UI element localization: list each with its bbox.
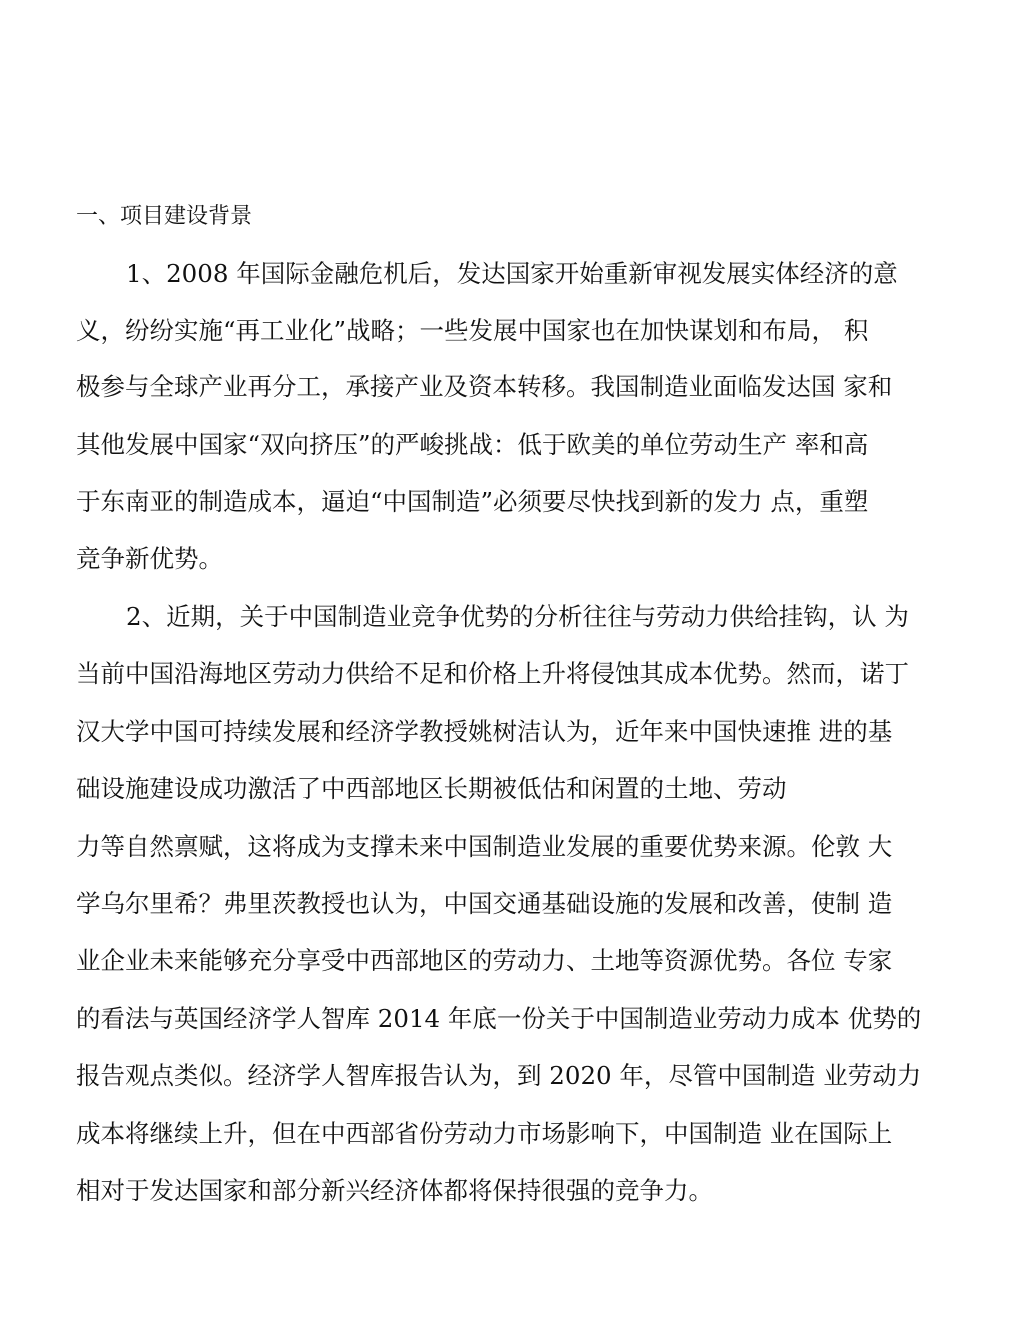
- paragraph-2-line-9: 报告观点类似。经济学人智库报告认为，到 2020 年，尽管中国制造 业劳动力: [76, 1061, 922, 1090]
- section-heading: 一、项目建设背景: [76, 204, 253, 229]
- paragraph-2-line-8: 的看法与英国经济学人智库 2014 年底一份关于中国制造业劳动力成本 优势的: [76, 1004, 922, 1033]
- paragraph-2-line-10: 成本将继续上升，但在中西部省份劳动力市场影响下，中国制造 业在国际上: [76, 1119, 893, 1148]
- paragraph-1-line-6: 竞争新优势。: [76, 544, 223, 573]
- paragraph-2-line-2: 当前中国沿海地区劳动力供给不足和价格上升将侵蚀其成本优势。然而，诺丁: [76, 659, 909, 688]
- paragraph-1-line-1: 1、2008 年国际金融危机后，发达国家开始重新审视发展实体经济的意: [126, 259, 898, 288]
- paragraph-1-line-3: 极参与全球产业再分工，承接产业及资本转移。我国制造业面临发达国 家和: [76, 372, 893, 401]
- paragraph-1-line-5: 于东南亚的制造成本，逼迫“中国制造”必须要尽快找到新的发力 点，重塑: [76, 487, 869, 516]
- paragraph-2-line-1: 2、近期，关于中国制造业竞争优势的分析往往与劳动力供给挂钩，认 为: [126, 602, 909, 631]
- paragraph-1-line-2: 义，纷纷实施“再工业化”战略；一些发展中国家也在加快谋划和布局， 积: [76, 316, 869, 345]
- paragraph-2-line-5: 力等自然禀赋，这将成为支撑未来中国制造业发展的重要优势来源。伦敦 大: [76, 832, 893, 861]
- paragraph-2-line-7: 业企业未来能够充分享受中西部地区的劳动力、土地等资源优势。各位 专家: [76, 946, 893, 975]
- paragraph-2-line-3: 汉大学中国可持续发展和经济学教授姚树洁认为，近年来中国快速推 进的基: [76, 717, 893, 746]
- paragraph-2-line-11: 相对于发达国家和部分新兴经济体都将保持很强的竞争力。: [76, 1176, 713, 1205]
- paragraph-2-line-4: 础设施建设成功激活了中西部地区长期被低估和闲置的土地、劳动: [76, 774, 787, 803]
- paragraph-1-line-4: 其他发展中国家“双向挤压”的严峻挑战：低于欧美的单位劳动生产 率和高: [76, 430, 869, 459]
- paragraph-2-line-6: 学乌尔里希？弗里茨教授也认为，中国交通基础设施的发展和改善，使制 造: [76, 889, 893, 918]
